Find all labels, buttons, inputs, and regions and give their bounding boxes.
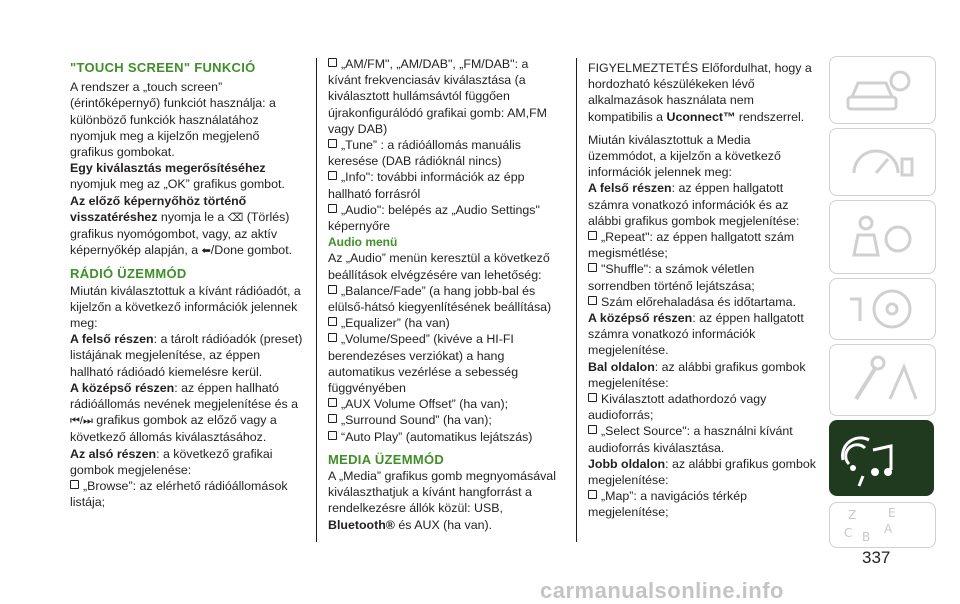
paragraph: A felső részen: az éppen hallgatott számra vonatkozó információk és az alábbi grafikus gombok megjelenítése: <box>588 181 800 228</box>
chapter-tab-multimedia[interactable] <box>829 420 934 496</box>
bullet-icon <box>328 431 337 440</box>
paragraph: Jobb oldalon: az alábbi grafikus gombok megjelenítése: <box>588 456 816 488</box>
column-divider <box>316 58 317 542</box>
bullet-icon <box>328 58 337 67</box>
list-item: „Select Source": a használni kívánt audioforrás kiválasztása. <box>588 424 793 455</box>
bullet-icon <box>328 139 337 148</box>
column-1 <box>70 60 306 510</box>
paragraph: A rendszer a „touch screen” (érintőképernyő) funkciót használja: a különböző funkciók használatához nyomjuk meg a kijelzőn megjelenő grafikus gombokat. <box>70 80 276 160</box>
list-item: „Audio": belépés az „Audio Settings" képernyőre <box>328 202 540 234</box>
heading-touch-screen: "TOUCH SCREEN" FUNKCIÓ <box>70 60 256 75</box>
heading-media-mode: MEDIA ÜZEMMÓD <box>328 451 445 467</box>
back-arrow-icon: ⬅ <box>201 245 211 258</box>
page-number: 337 <box>862 548 891 567</box>
paragraph: Miután kiválasztottuk a kívánt rádióadót, a kijelzőn a következő információk jelennek meg: <box>70 283 301 331</box>
paragraph: Az „Audio” menün keresztül a következő beállítások elvégzésére van lehetőség: <box>328 251 550 282</box>
index-letter: B <box>862 530 871 544</box>
paragraph: A középső részen: az éppen hallható rádióállomás nevének megjelenítése és a ⏮/⏭ grafikus gombok az előző vagy a következő állomás kiválasztásához. <box>70 380 298 445</box>
list-item: „Balance/Fade” (a hang jobb-bal és elülső-hátsó kiegyenlítésének beállítása) <box>328 283 552 315</box>
paragraph: Az előző képernyőhöz történő visszatéréshez nyomja le a ⌫ (Törlés) grafikus nyomógombot, vagy, az aktív képernyőkép alapján, a ⬅/Done gombot. <box>70 193 306 260</box>
paragraph: Egy kiválasztás megerősítéséhez nyomjuk meg az „OK” grafikus gombot. <box>70 161 285 192</box>
bullet-icon <box>588 490 597 499</box>
list-item: Kiválasztott adathordozó vagy audioforrás; <box>588 392 767 423</box>
paragraph: FIGYELMEZTETÉS Előfordulhat, hogy a hordozható készülékeken lévő alkalmazások használata nem kompatibilis a Uconnect™ rendszerrel. <box>588 61 812 124</box>
paragraph: A felső részen: a tárolt rádióadók (preset) listájának megjelenítése, az éppen hallható rádióadó kiemelésre kerül. <box>70 332 303 379</box>
alphabetical-index-icon <box>830 503 935 547</box>
list-item: „Equalizer” (ha van) <box>328 315 564 331</box>
bullet-icon <box>328 398 337 407</box>
car-info-icon <box>830 57 935 123</box>
list-item: „AUX Volume Offset” (ha van); <box>328 396 564 412</box>
list-item: „Browse”: az elérhető rádióállomások listája; <box>70 479 288 510</box>
heading-radio-mode: RÁDIÓ ÜZEMMÓD <box>70 266 187 282</box>
prev-next-icon: ⏮/⏭ <box>70 415 93 428</box>
safety-airbag-icon <box>830 201 935 273</box>
bullet-icon <box>588 393 597 402</box>
chapter-tab-maintenance[interactable] <box>829 344 936 416</box>
index-letter: E <box>888 506 896 520</box>
bullet-icon <box>588 231 597 240</box>
column-divider <box>576 58 577 542</box>
column-2 <box>328 56 564 533</box>
list-item: “Auto Play” (automatikus lejátszás) <box>328 429 564 445</box>
bullet-icon <box>588 296 597 305</box>
list-item: „Volume/Speed” (kivéve a HI-FI berendezéses verziókat) a hang automatikus vezérlése a sebesség függvényében <box>328 332 519 396</box>
paragraph: A középső részen: az éppen hallgatott számra vonatkozó információk megjelenítése. <box>588 311 804 358</box>
bullet-icon <box>328 285 337 294</box>
paragraph: Az alsó részen: a következő grafikai gombok megjelenése: <box>70 446 273 477</box>
bullet-icon <box>328 204 337 213</box>
watermark: carmanualsonline.info <box>540 578 784 603</box>
chapter-tab-starting-driving[interactable] <box>829 278 936 340</box>
steering-wheel-icon <box>830 279 935 339</box>
list-item: Szám előrehaladása és időtartama. <box>588 294 820 310</box>
list-item: "Shuffle": a számok véletlen sorrendben történő lejátszása; <box>588 262 755 293</box>
list-item: „Map”: a navigációs térkép megjelenítése; <box>588 489 748 520</box>
list-item: „Tune” : a rádióállomás manuális keresése (DAB rádióknál nincs) <box>328 138 521 169</box>
bullet-icon <box>588 425 597 434</box>
index-letter: Z <box>848 508 857 522</box>
chapter-tab-dashboard[interactable] <box>829 128 936 196</box>
index-letter: C <box>844 526 853 540</box>
chapter-tab-index[interactable] <box>829 502 936 548</box>
bullet-icon <box>328 171 337 180</box>
wrench-tools-icon <box>830 345 935 415</box>
delete-icon: ⌫ <box>227 211 244 224</box>
dashboard-gauge-icon <box>830 129 935 195</box>
list-item: „Info": további információk az épp hallható forrásról <box>328 170 525 201</box>
chapter-tab-safety[interactable] <box>829 200 936 274</box>
list-item: „Repeat": az éppen hallgatott szám megismétlése; <box>588 230 795 261</box>
index-letter: A <box>884 522 893 536</box>
paragraph: Miután kiválasztottuk a Media üzemmódot, a kijelzőn a következő információk jelennek meg: <box>588 132 781 180</box>
multimedia-nav-music-icon <box>829 420 934 496</box>
bullet-icon <box>328 317 337 326</box>
column-3 <box>588 60 820 521</box>
bullet-icon <box>588 263 597 272</box>
list-item: „Surround Sound” (ha van); <box>328 412 564 428</box>
paragraph: Bal oldalon: az alábbi grafikus gombok megjelenítése: <box>588 359 806 390</box>
bullet-icon <box>328 414 337 423</box>
bullet-icon <box>328 333 337 342</box>
paragraph: A „Media” grafikus gomb megnyomásával kiválaszthatjuk a kívánt hangforrást a rendelkezésre állók közül: USB, Bluetooth® és AUX (ha van). <box>328 469 556 532</box>
subheading-audio-menu: Audio menü <box>328 235 398 250</box>
bullet-icon <box>70 480 79 489</box>
chapter-tab-vehicle[interactable] <box>829 56 936 124</box>
list-item: „AM/FM", „AM/DAB", „FM/DAB": a kívánt frekvenciasáv kiválasztása (a kiválasztott hullámsávtól függően újrakonfigurálódó grafikai gomb: AM,FM vagy DAB) <box>328 57 548 136</box>
